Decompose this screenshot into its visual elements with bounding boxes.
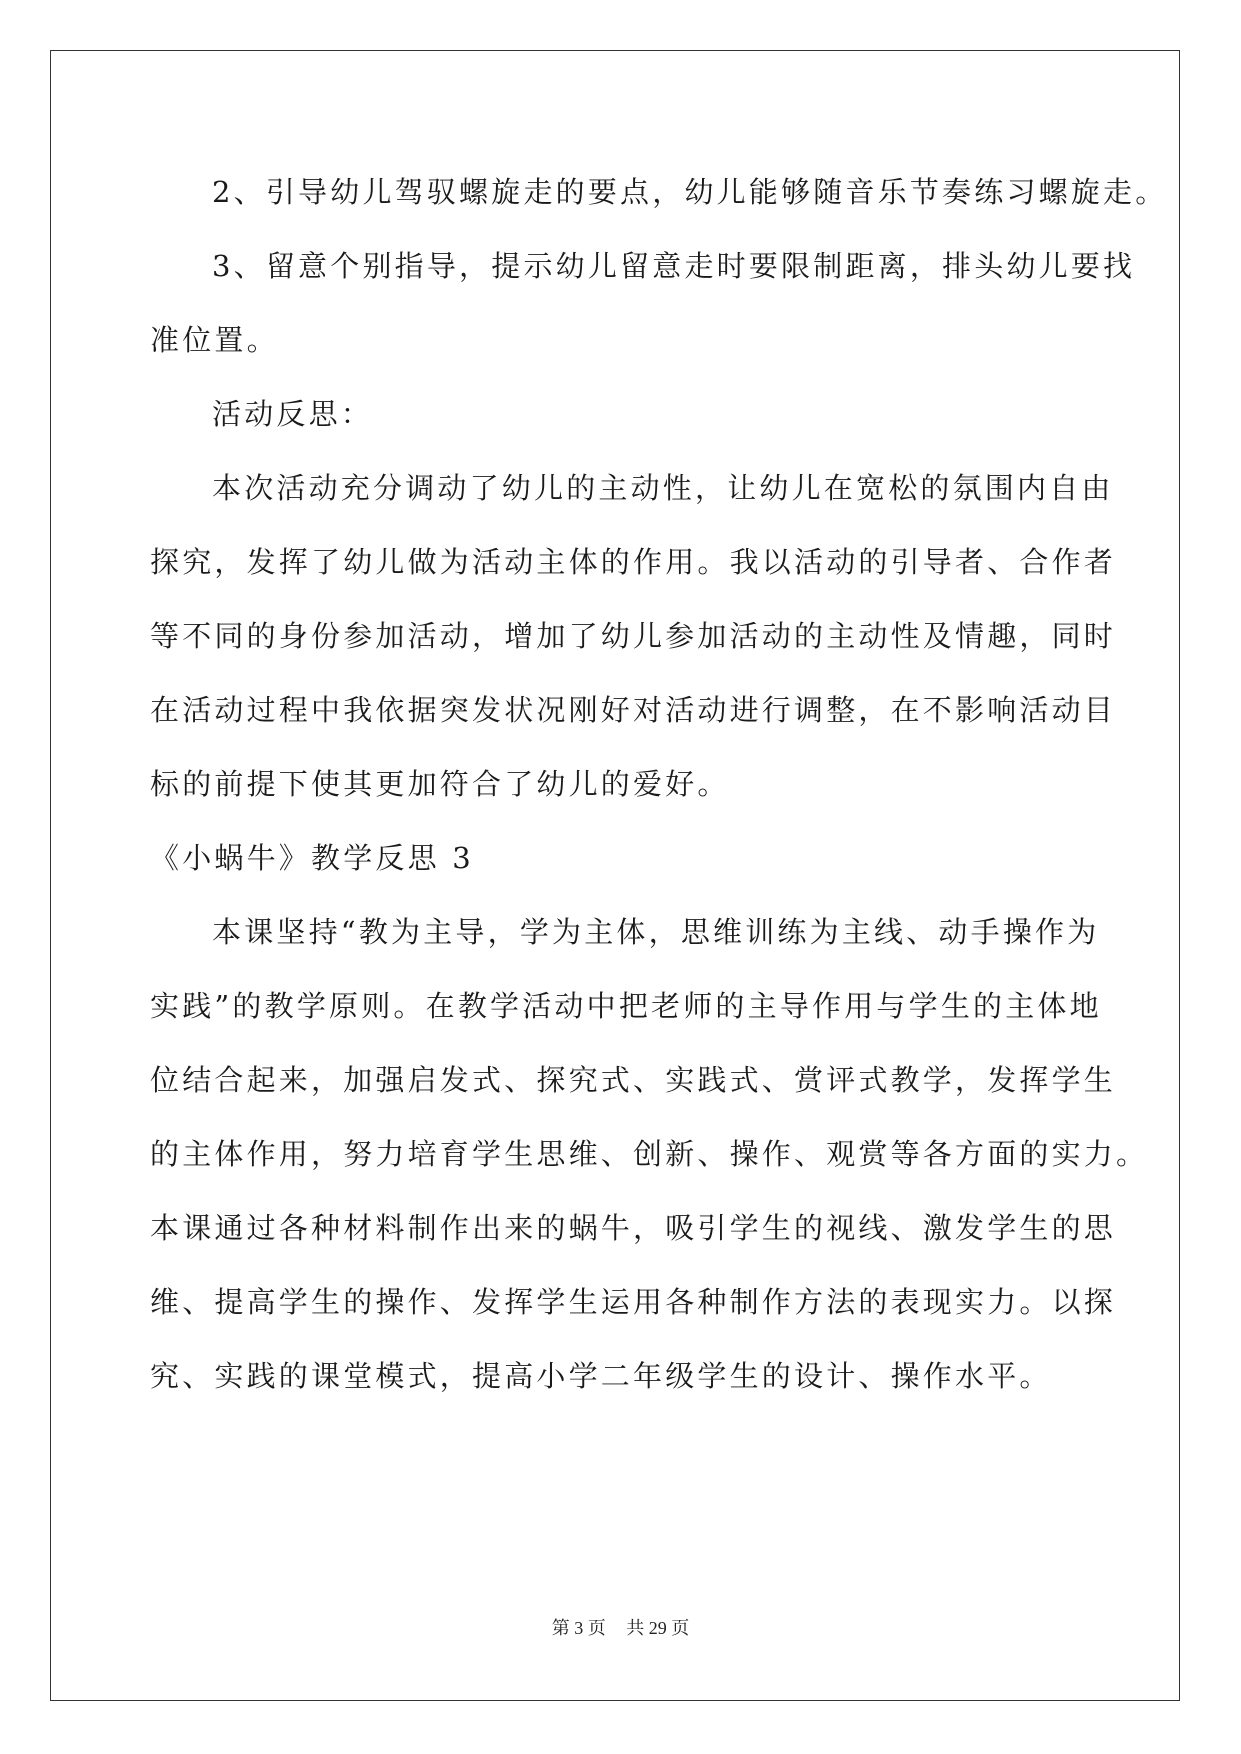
page-footer: [0, 1614, 1241, 1640]
paragraph-line: 实践”的教学原则。在教学活动中把老师的主导作用与学生的主体地: [150, 989, 1102, 1023]
paragraph-line: 本课通过各种材料制作出来的蜗牛，吸引学生的视线、激发学生的思: [150, 1211, 1117, 1245]
paragraph-line: 位结合起来，加强启发式、探究式、实践式、赏评式教学，发挥学生: [150, 1063, 1117, 1097]
page-number: 第 3 页: [551, 1618, 606, 1638]
paragraph-line: 2、引导幼儿驾驭螺旋走的要点，幼儿能够随音乐节奏练习螺旋走。: [212, 175, 1168, 209]
section-heading: 《小蜗牛》教学反思 3: [150, 841, 474, 875]
paragraph-line: 的主体作用，努力培育学生思维、创新、操作、观赏等各方面的实力。: [150, 1137, 1149, 1171]
paragraph-line: 等不同的身份参加活动，增加了幼儿参加活动的主动性及情趣，同时: [150, 619, 1117, 653]
paragraph-line: 标的前提下使其更加符合了幼儿的爱好。: [150, 767, 730, 801]
page-total: 共 29 页: [626, 1618, 690, 1638]
paragraph-line: 本次活动充分调动了幼儿的主动性，让幼儿在宽松的氛围内自由: [212, 471, 1114, 505]
section-label: 活动反思：: [212, 397, 374, 431]
paragraph-line: 在活动过程中我依据突发状况刚好对活动进行调整，在不影响活动目: [150, 693, 1117, 727]
paragraph-line: 探究，发挥了幼儿做为活动主体的作用。我以活动的引导者、合作者: [150, 545, 1117, 579]
paragraph-line: 本课坚持“教为主导，学为主体，思维训练为主线、动手操作为: [212, 915, 1100, 949]
paragraph-line: 维、提高学生的操作、发挥学生运用各种制作方法的表现实力。以探: [150, 1285, 1117, 1319]
paragraph-line: 究、实践的课堂模式，提高小学二年级学生的设计、操作水平。: [150, 1359, 1052, 1393]
paragraph-line: 3、留意个别指导，提示幼儿留意走时要限制距离，排头幼儿要找: [212, 249, 1136, 283]
paragraph-line: 准位置。: [150, 323, 279, 357]
